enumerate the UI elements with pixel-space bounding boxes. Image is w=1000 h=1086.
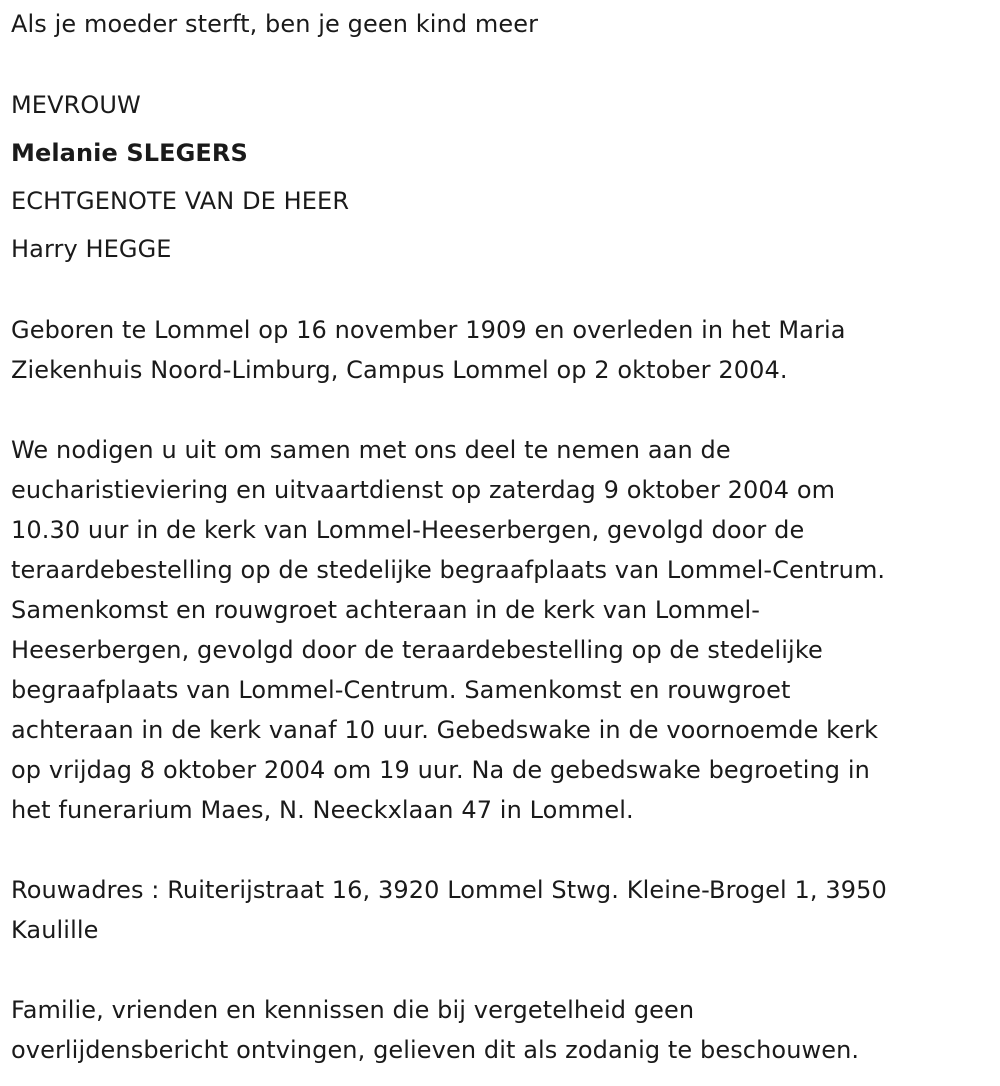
paragraph-line: Samenkomst en rouwgroet achteraan in de kerk van Lommel- (11, 596, 761, 624)
paragraph-line: 10.30 uur in de kerk van Lommel-Heeserbergen, gevolgd door de (11, 516, 805, 544)
paragraph-line: achteraan in de kerk vanaf 10 uur. Gebedswake in de voornoemde kerk (11, 716, 879, 744)
paragraph-line: Heeserbergen, gevolgd door de teraardebestelling op de stedelijke (11, 636, 823, 664)
paragraph-line: teraardebestelling op de stedelijke begraafplaats van Lommel-Centrum. (11, 556, 886, 584)
paragraph-line: begraafplaats van Lommel-Centrum. Samenkomst en rouwgroet (11, 676, 791, 704)
closing-paragraph (11, 990, 996, 1070)
paragraph-line: Geboren te Lommel op 16 november 1909 en overleden in het Maria (11, 316, 846, 344)
motto: Als je moeder sterft, ben je geen kind meer (11, 10, 539, 38)
paragraph-line: We nodigen u uit om samen met ons deel te nemen aan de (11, 436, 731, 464)
paragraph-line: overlijdensbericht ontvingen, gelieven dit als zodanig te beschouwen. (11, 1036, 860, 1064)
address-paragraph (11, 870, 996, 950)
paragraph-line: op vrijdag 8 oktober 2004 om 19 uur. Na de gebedswake begroeting in (11, 756, 870, 784)
invitation-paragraph (11, 430, 996, 830)
relation-label: ECHTGENOTE VAN DE HEER (11, 187, 350, 215)
paragraph-line: het funerarium Maes, N. Neeckxlaan 47 in Lommel. (11, 796, 634, 824)
paragraph-line: eucharistieviering en uitvaartdienst op zaterdag 9 oktober 2004 om (11, 476, 836, 504)
paragraph-line: Familie, vrienden en kennissen die bij vergetelheid geen (11, 996, 695, 1024)
salutation: MEVROUW (11, 91, 141, 119)
paragraph-line: Ziekenhuis Noord-Limburg, Campus Lommel op 2 oktober 2004. (11, 356, 788, 384)
spouse-name: Harry HEGGE (11, 235, 172, 263)
paragraph-line: Kaulille (11, 916, 99, 944)
deceased-name: Melanie SLEGERS (11, 139, 248, 167)
birth-death-paragraph (11, 310, 996, 390)
paragraph-line: Rouwadres : Ruiterijstraat 16, 3920 Lommel Stwg. Kleine-Brogel 1, 3950 (11, 876, 887, 904)
